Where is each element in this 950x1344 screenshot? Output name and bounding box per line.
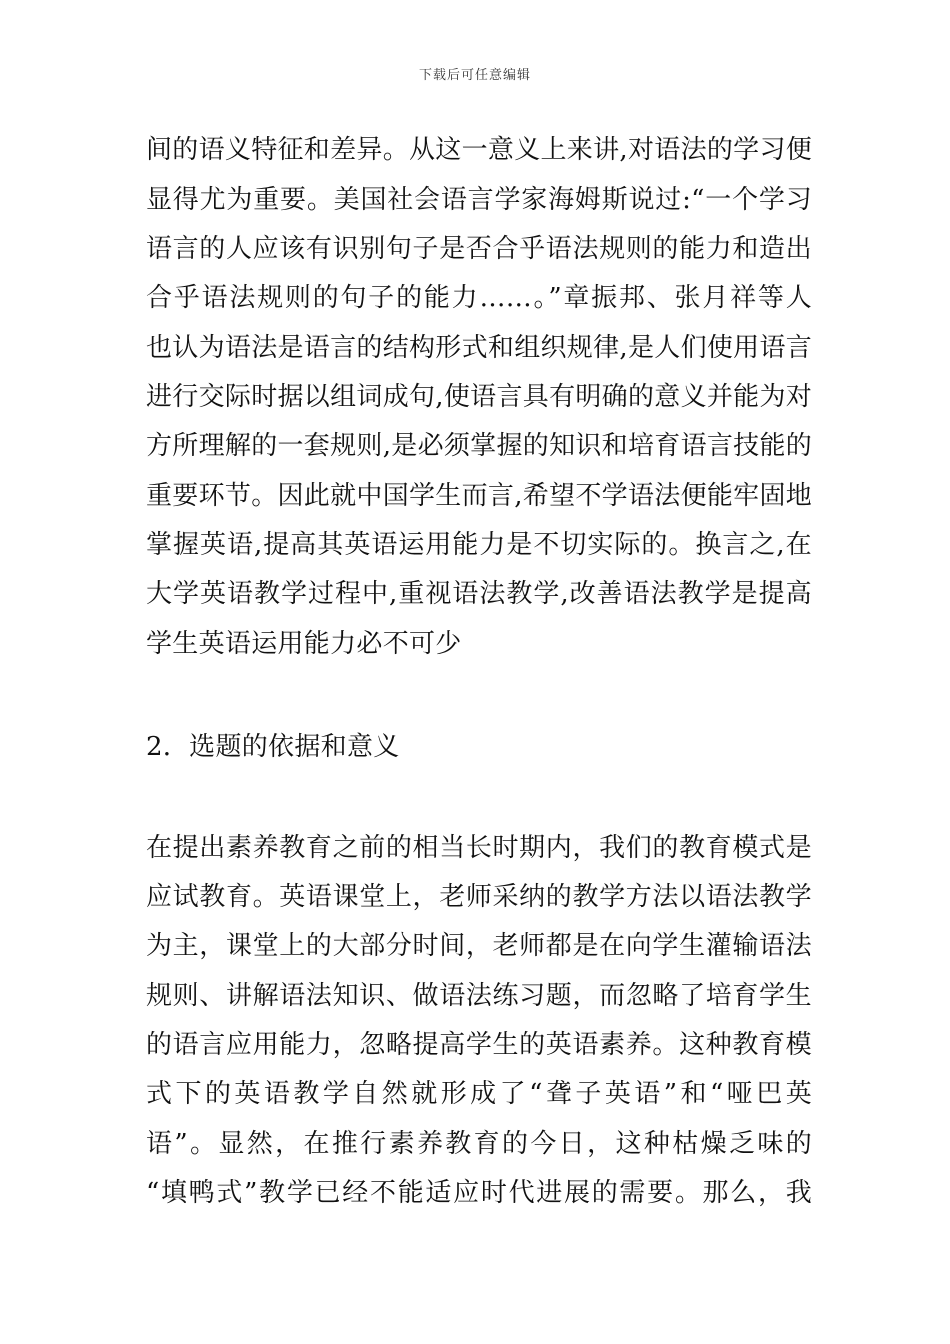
text-line: 重要环节。因此就中国学生而言,希望不学语法便能牢固地 xyxy=(146,481,813,511)
text-line: 显得尤为重要。美国社会语言学家海姆斯说过:“一个学习 xyxy=(146,185,812,215)
text-line: 语”。显然，在推行素养教育的今日，这种枯燥乏味的 xyxy=(146,1129,812,1159)
text-line: 规则、讲解语法知识、做语法练习题，而忽略了培育学生 xyxy=(146,981,812,1011)
text-line: 大学英语教学过程中,重视语法教学,改善语法教学是提高 xyxy=(146,579,812,609)
text-line: 掌握英语,提高其英语运用能力是不切实际的。换言之,在 xyxy=(146,530,812,560)
text-line: 在提出素养教育之前的相当长时期内，我们的教育模式是 xyxy=(146,833,812,863)
text-line: 应试教育。英语课堂上，老师采纳的教学方法以语法教学 xyxy=(146,882,812,912)
text-line: 式下的英语教学自然就形成了“聋子英语”和“哑巴英 xyxy=(146,1079,812,1109)
section-heading: 2．选题的依据和意义 xyxy=(146,732,400,762)
text-line: 方所理解的一套规则,是必须掌握的知识和培育语言技能的 xyxy=(146,431,813,461)
text-line: 也认为语法是语言的结构形式和组织规律,是人们使用语言 xyxy=(146,333,813,363)
text-line: “填鸭式”教学已经不能适应时代进展的需要。那么，我 xyxy=(146,1178,812,1208)
text-line: 学生英语运用能力必不可少 xyxy=(146,629,462,659)
text-line: 语言的人应该有识别句子是否合乎语法规则的能力和造出 xyxy=(146,234,812,264)
text-line: 为主，课堂上的大部分时间，老师都是在向学生灌输语法 xyxy=(146,931,812,961)
text-line: 间的语义特征和差异。从这一意义上来讲,对语法的学习便 xyxy=(146,135,813,165)
text-line: 进行交际时据以组词成句,使语言具有明确的意义并能为对 xyxy=(146,382,813,412)
page-header: 下载后可任意编辑 xyxy=(418,68,531,83)
text-line: 的语言应用能力，忽略提高学生的英语素养。这种教育模 xyxy=(146,1030,812,1060)
text-line: 合乎语法规则的句子的能力……。”章振邦、张月祥等人 xyxy=(146,283,812,313)
